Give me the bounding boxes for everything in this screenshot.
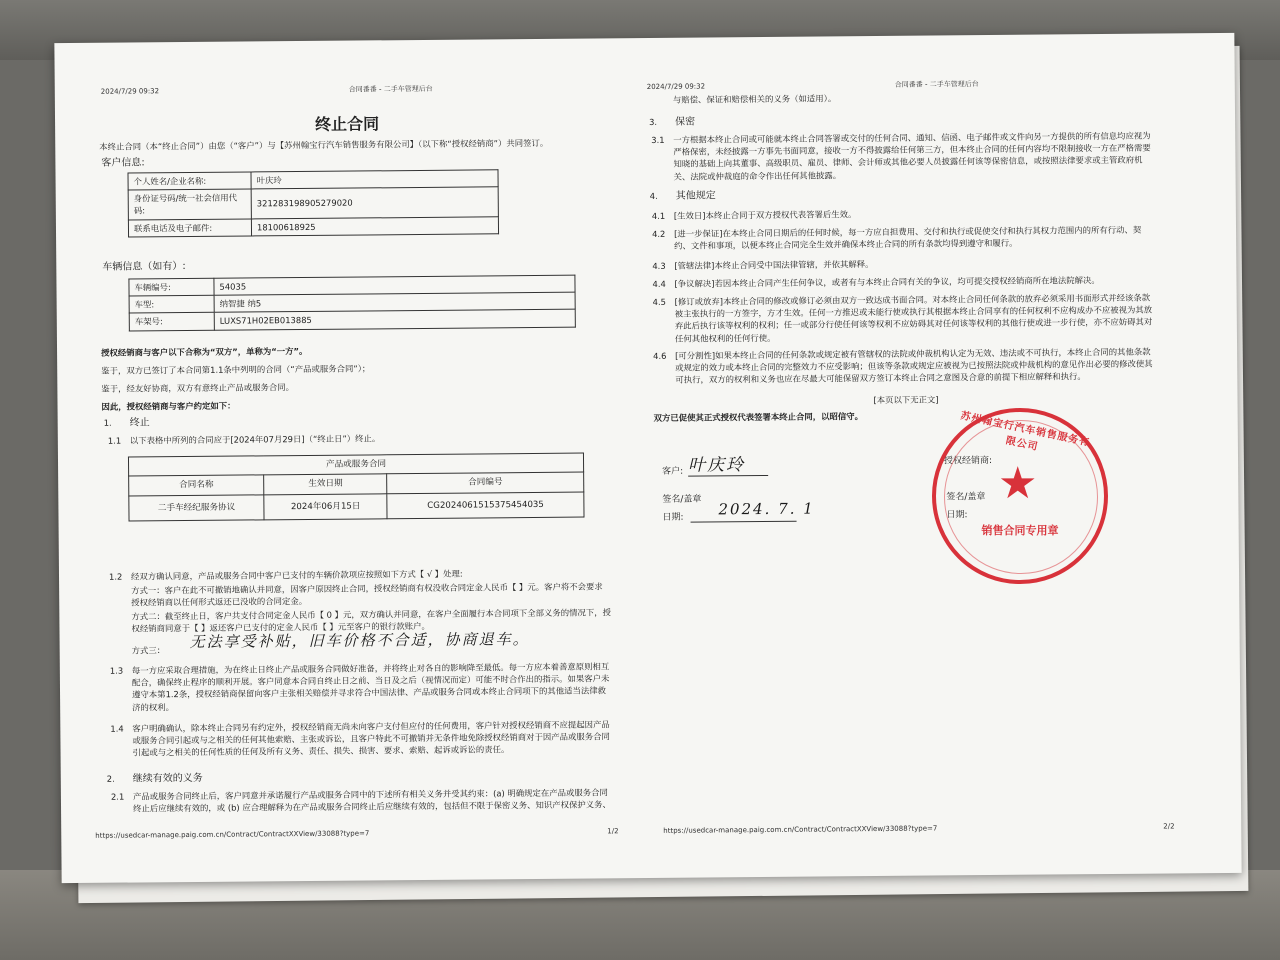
customer-signature: 叶庆玲 [687, 455, 746, 476]
clause-1-2-number: 1.2 [108, 571, 123, 582]
print-date: 2024/7/29 09:32 [646, 82, 706, 91]
vehicle-info-table [128, 275, 575, 331]
page-1 [54, 38, 651, 883]
date-label: 日期: [662, 512, 684, 523]
clause-1-2: 经双方确认同意，产品或服务合同中客户已支付的车辆价款项应按照如下方式【 √ 】处理: [130, 568, 463, 582]
dealer-label: 授权经销商: [943, 455, 993, 467]
column-header: 合同名称 [129, 475, 264, 496]
table-key: 车架号: [129, 313, 214, 331]
table-key: 车型: [129, 295, 214, 313]
clause-4-2-number: 4.2 [652, 228, 666, 239]
column-header: 生效日期 [264, 474, 387, 495]
clause-4-4-number: 4.4 [652, 278, 666, 289]
option-3-label: 方式三： [131, 645, 166, 656]
dealer-sign-label: 签名/盖章 [946, 492, 986, 503]
section-3-number: 3. [649, 116, 658, 127]
agreement-line: 因此，授权经销商与客户约定如下： [101, 400, 236, 412]
continued-text: 与赔偿、保证和赔偿相关的义务（如适用）。 [672, 93, 837, 105]
print-title: 合同番番 - 二手车管理后台 [348, 84, 433, 94]
table-row [128, 187, 498, 220]
table-key: 身份证号码/统一社会信用代码: [128, 189, 251, 219]
option-3-handwriting: 无法享受补贴，旧车价格不合适，协商退车。 [189, 630, 530, 652]
product-contract-table [128, 453, 585, 522]
clause-4-6-number: 4.6 [653, 350, 667, 361]
intro-paragraph: 本终止合同（本“终止合同”）由您（“客户”）与【苏州翰宝行汽车销售服务有限公司】（以下称“授权经销商”）共同签订。 [99, 137, 549, 152]
clause-4-2: [进一步保证]在本终止合同日期后的任何时候，每一方应自担费用、交付和执行或促使交付和执行其权力范围内的所有行动、契约、文件和事项，以便本终止合同完全生效并确保本终止合同的所有条款均得到遵守和履行。 [674, 224, 1142, 251]
party-definition: 授权经销商与客户以下合称为“双方”，单称为“一方”。 [101, 345, 308, 358]
clause-1-1: 以下表格中所列的合同应于[2024年07月29日]（“终止日”）终止。 [129, 433, 381, 446]
vehicle-info-label: 车辆信息（如有）: [102, 261, 186, 273]
table-key: 个人姓名/企业名称: [128, 172, 251, 190]
table-value: 叶庆玲 [251, 170, 498, 189]
option-2: 方式二：截至终止日，客户共支付合同定金人民币【 0 】元，双方确认并同意，在客户全面履行本合同项下全部义务的情况下，授权经销商同意于【 】返还客户已支付的定金人民币【 】元至客户的银行款账户。 [131, 607, 612, 634]
clause-4-5: [修订或放弃]本终止合同的修改或修订必须由双方一致达成书面合同。对本终止合同任何条款的放弃必须采用书面形式并经该条款被主张执行的一方签字，方才生效。任何一方推迟或未能行使或执行其根据本终止合同享有的任何权利不应构成办不应被视为其放弃此后执行该等权利的权利；任一或部分行使任何该等权利不应妨碍其对任何该等权利的其他行使或进一步行使，亦不应妨碍其对任何其他权利的任何行使。 [674, 292, 1153, 344]
table-caption: 产品或服务合同 [128, 453, 583, 476]
whereas-clause-1: 鉴于，双方已签订了本合同第1.1条中列明的合同（“产品或服务合同”）； [101, 363, 371, 376]
clause-4-4: [争议解决]若因本终止合同产生任何争议，或者有与本终止合同有关的争议，均可提交授权经销商所在地法院解决。 [674, 275, 1100, 289]
blank-page-note: [本页以下无正文] [873, 394, 939, 406]
company-seal-stamp [932, 408, 1108, 584]
dealer-date-label: 日期: [946, 510, 968, 521]
table-value: 18100618925 [251, 216, 498, 235]
section-2-title: 继续有效的义务 [132, 772, 203, 785]
table-row [129, 310, 575, 331]
customer-label: 客户: [662, 466, 684, 477]
table-value: LUXS71H02EB013885 [214, 310, 575, 330]
clause-4-6: [可分割性]如果本终止合同的任何条款或规定被有管辖权的法院或仲裁机构认定为无效、违法或不可执行，本终止合同的其他条款或规定的效力或本终止合同的完整效力不应受影响；但该等条款或规定应被视为已按照法院或仲裁机构的意见作出必要的修改使其可执行，双方的权利和义务也应在尽最大可能保留双方签订本终止合同之意图及合意的前提下相应解释和执行。 [675, 346, 1153, 386]
table-value: 54035 [214, 275, 575, 295]
table-value: 321283198905279020 [251, 187, 498, 219]
clause-4-1: [生效日]本终止合同于双方授权代表答署后生效。 [673, 209, 857, 221]
footer-url: https://usedcar-manage.paig.com.cn/Contract/ContractXXView/33088?type=7 [663, 824, 938, 835]
option-1: 方式一：客户在此不可撤销地确认并同意，因客户原因终止合同，授权经销商有权没收合同定金人民币【 】元。客户将不会要求授权经销商以任何形式返还已没收的合同定金。 [131, 581, 603, 608]
clause-4-1-number: 4.1 [651, 210, 666, 221]
document-title: 终止合同 [314, 114, 380, 134]
section-1-title: 终止 [129, 417, 150, 429]
clause-3-1-number: 3.1 [651, 134, 665, 145]
table-key: 联系电话及电子邮件: [128, 219, 251, 237]
date-line [691, 521, 797, 523]
clause-4-5-number: 4.5 [652, 296, 667, 307]
clause-1-1-number: 1.1 [107, 435, 122, 446]
sign-date-handwriting: 2024. 7. 1 [718, 499, 815, 519]
section-2-number: 2. [106, 773, 115, 784]
clause-4-3: [管辖法律]本终止合同受中国法律管辖，并依其解释。 [674, 259, 874, 271]
section-1-number: 1. [103, 417, 112, 428]
seal-company-name: 苏州翰宝行汽车销售服务有限公司 [959, 410, 1091, 454]
column-header: 合同编号 [387, 473, 584, 494]
seal-purpose: 销售合同专用章 [981, 524, 1059, 537]
table-cell: 2024年06月15日 [264, 494, 387, 520]
section-3-title: 保密 [675, 116, 696, 128]
star-icon: ★ [998, 458, 1038, 509]
table-cell: CG2024061515375454035 [387, 492, 584, 519]
footer-url: https://usedcar-manage.paig.com.cn/Contract/ContractXXView/33088?type=7 [95, 829, 370, 840]
section-4-title: 其他规定 [675, 190, 716, 202]
witness-clause: 双方已促使其正式授权代表签署本终止合同，以昭信守。 [653, 411, 864, 423]
customer-info-label: 客户信息: [101, 157, 145, 169]
clause-1-4: 客户明确确认，除本终止合同另有约定外，授权经销商无尚未向客户支付但应付的任何费用，客户针对授权经销商不应提起因产品或服务合同引起或与之相关的任何其他索赔、主张或诉讼，且客户特此不可撤销并无条件地免除授权经销商对于因产品或服务合同引起或与之相关的任何性质的任何及所有义务、责任、损失、损害、要求、索赔、起诉或诉讼的责任。 [132, 719, 610, 758]
clause-2-1: 产品或服务合同终止后，客户同意并承诺履行产品或服务合同中的下述所有相关义务并受其约束：(a) 明确规定在产品或服务合同终止后应继续有效的，或 (b) 应合理解释为在产品或服务合同终止后应继续有效的，包括但不限于保密义务、知识产权保护义务、 [132, 787, 611, 814]
table-cell: 二手车经纪服务协议 [129, 495, 264, 521]
clause-1-4-number: 1.4 [110, 723, 124, 734]
clause-1-3-number: 1.3 [109, 665, 124, 676]
print-date: 2024/7/29 09:32 [100, 87, 160, 96]
print-title: 合同番番 - 二手车管理后台 [894, 80, 979, 89]
table-row [128, 216, 498, 236]
customer-info-table [127, 169, 499, 237]
page-number: 1/2 [607, 827, 619, 836]
clause-1-3: 每一方应采取合理措施，为在终止日终止产品或服务合同做好准备，并将终止对各自的影响降至最低。每一方应本着善意原则相互配合，确保终止程序的顺利开展。客户同意本合同自终止日之前、当日及之后（视情况而定）可能不时合作出的指示。如果客户未遵守本第1.2条，授权经销商保留向客户主张相关赔偿并寻求符合中国法律、产品或服务合同或本终止合同项下的其他适当法律救济的权利。 [131, 661, 610, 713]
table-row [129, 492, 584, 521]
section-4-number: 4. [649, 190, 658, 201]
whereas-clause-2: 鉴于，经友好协商，双方有意终止产品或服务合同。 [101, 382, 295, 394]
table-key: 车辆编号: [129, 278, 214, 296]
clause-3-1: 一方根据本终止合同或可能就本终止合同答署或交付的任何合同、通知、信函、电子邮件或文件向另一方提供的所有信息均应视为严格保密，未经披露一方事先书面同意，接收一方不得披露给任何第三方，但本终止合同的任何内容均不限制接收一方在严格需要知晓的基础上向其董事、高级职员、雇员、律师、会计师或其他必要人员披露任何该等保密信息，或按照法律要求或主管政府机关、法院或仲裁庭的命令作出任何其他披露。 [673, 130, 1151, 182]
sign-label: 签名/盖章 [662, 494, 702, 505]
clause-4-3-number: 4.3 [652, 260, 666, 271]
page-number: 2/2 [1163, 822, 1175, 831]
table-value: 纳智捷 纳5 [214, 292, 575, 312]
clause-2-1-number: 2.1 [110, 791, 125, 802]
